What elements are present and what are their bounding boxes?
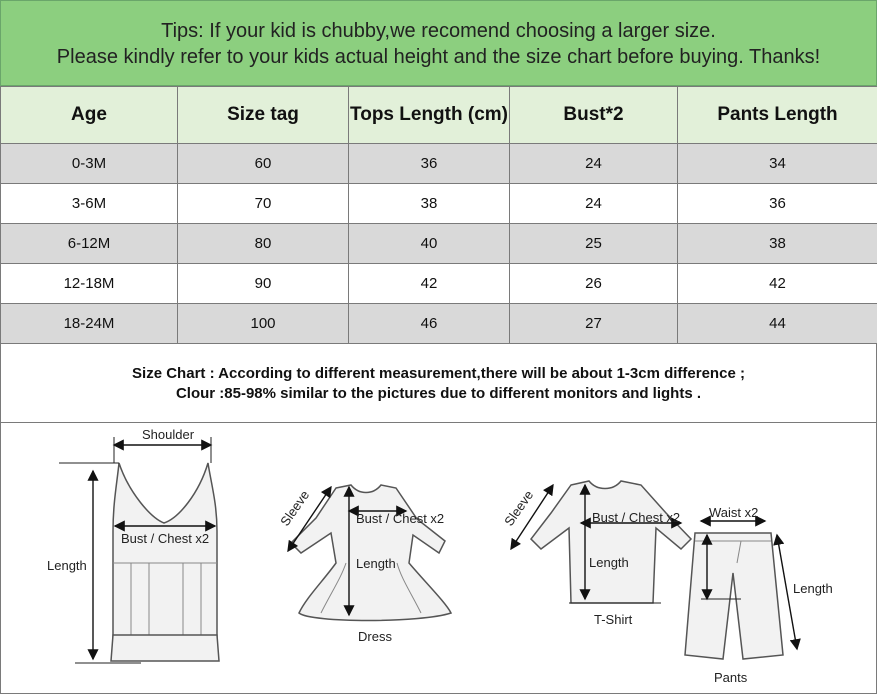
table-row	[1, 304, 877, 344]
note-line-2: Clour :85-98% similar to the pictures due to different monitors and lights .	[175, 385, 702, 402]
pants-caption: Pants	[714, 670, 748, 685]
header-bust: Bust*2	[510, 87, 678, 144]
cell-pants-length: 34	[678, 144, 877, 184]
tshirt-caption: T-Shirt	[594, 612, 633, 627]
cell-size-tag: 80	[178, 224, 349, 264]
cell-tops-length: 46	[349, 304, 510, 344]
tshirt-bust-label: Bust / Chest x2	[592, 510, 681, 525]
cell-pants-length: 36	[678, 184, 877, 224]
vest-shoulder-label: Shoulder	[142, 427, 195, 442]
table-row	[1, 184, 877, 224]
tshirt-illustration	[511, 481, 691, 603]
cell-bust: 27	[510, 304, 678, 344]
header-tops-length: Tops Length (cm)	[349, 87, 510, 144]
tips-line-2: Please kindly refer to your kids actual height and the size chart before buying. Thanks!	[56, 46, 821, 68]
cell-tops-length: 38	[349, 184, 510, 224]
pants-length-label: Length	[793, 581, 833, 596]
vest-illustration	[59, 437, 219, 663]
header-age: Age	[1, 87, 178, 144]
cell-size-tag: 90	[178, 264, 349, 304]
cell-pants-length: 42	[678, 264, 877, 304]
cell-age: 12-18M	[1, 264, 178, 304]
cell-tops-length: 42	[349, 264, 510, 304]
cell-tops-length: 40	[349, 224, 510, 264]
measurement-diagram	[0, 423, 877, 694]
cell-age: 0-3M	[1, 144, 178, 184]
header-pants-length: Pants Length	[678, 87, 877, 144]
table-row	[1, 224, 877, 264]
tshirt-sleeve-label: Sleeve	[501, 487, 537, 529]
cell-bust: 25	[510, 224, 678, 264]
dress-illustration	[288, 485, 451, 621]
table-row	[1, 144, 877, 184]
cell-pants-length: 44	[678, 304, 877, 344]
dress-caption: Dress	[358, 629, 392, 644]
cell-bust: 24	[510, 144, 678, 184]
cell-size-tag: 100	[178, 304, 349, 344]
pants-illustration	[685, 521, 797, 659]
cell-bust: 24	[510, 184, 678, 224]
tshirt-length-label: Length	[589, 555, 629, 570]
size-table	[0, 86, 877, 344]
dress-sleeve-label: Sleeve	[277, 487, 313, 529]
vest-length-label: Length	[47, 558, 87, 573]
cell-size-tag: 60	[178, 144, 349, 184]
header-size-tag: Size tag	[178, 87, 349, 144]
tips-banner	[0, 0, 877, 86]
tips-line-1: Tips: If your kid is chubby,we recomend choosing a larger size.	[161, 20, 716, 42]
pants-waist-label: Waist x2	[709, 505, 759, 520]
size-note	[0, 343, 877, 423]
note-line-1: Size Chart : According to different measurement,there will be about 1-3cm difference ;	[132, 365, 745, 382]
vest-bust-label: Bust / Chest x2	[121, 531, 210, 546]
cell-age: 3-6M	[1, 184, 178, 224]
cell-age: 6-12M	[1, 224, 178, 264]
cell-age: 18-24M	[1, 304, 178, 344]
table-row	[1, 264, 877, 304]
cell-pants-length: 38	[678, 224, 877, 264]
cell-tops-length: 36	[349, 144, 510, 184]
cell-bust: 26	[510, 264, 678, 304]
dress-length-label: Length	[356, 556, 396, 571]
cell-size-tag: 70	[178, 184, 349, 224]
table-header-row	[1, 87, 877, 144]
dress-bust-label: Bust / Chest x2	[356, 511, 445, 526]
